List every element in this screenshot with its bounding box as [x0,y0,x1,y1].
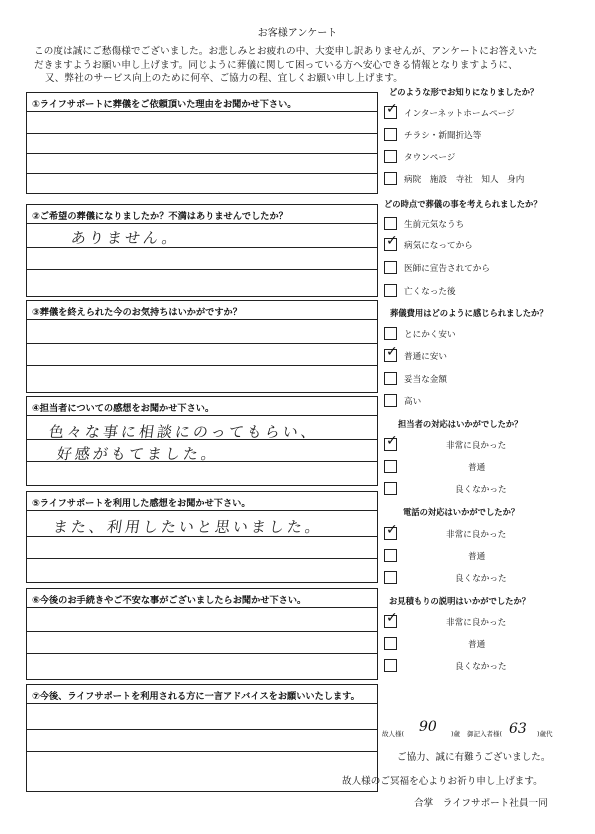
question-5-box [26,491,378,583]
r5-checkbox-3[interactable] [384,571,397,584]
r1-heading: どのような形でお知りになりましたか？ [389,87,539,97]
r2-option-1: 生前元気なうち [404,220,465,230]
r3-checkbox-3[interactable] [384,372,397,385]
question-4-box [26,396,378,486]
intro-line-2: だきますようお願い申し上げます。同じように葬儀に関して困っている方へ安心できる情報となりますように、 [34,60,518,71]
question-2-box [26,204,378,297]
r3-option-2: 普通に安い [404,352,447,362]
r6-checkbox-1[interactable] [384,610,398,628]
answer-line [27,269,377,270]
answer-line [27,133,377,134]
r1-option-1: インターネットホームページ [404,109,515,119]
check-mark-icon: ✓ [386,433,398,449]
r6-checkbox-3[interactable] [384,659,397,672]
question-2-label: ②ご希望の葬儀になりましたか？不満はありませんでしたか？ [27,205,377,224]
r6-option-1: 非常に良かった [446,618,507,628]
r3-option-1: とにかく安い [404,330,456,340]
question-4-answer-line-1: 色々な事に相談にのってもらい、 [47,423,321,441]
r2-checkbox-4[interactable] [384,284,397,297]
r4-checkbox-3[interactable] [384,482,397,495]
question-3-label: ③葬儀を終えられた今のお気持ちはいかがですか？ [27,301,377,320]
r4-heading: 担当者の対応はいかがでしたか？ [398,419,523,429]
deceased-age-value: 90 [419,719,437,735]
r3-heading: 葬儀費用はどのように感じられましたか？ [390,308,548,318]
thanks-text: ご協力、誠に有難うございました。 [397,752,551,763]
intro-line-1: この度は誠にご愁傷様でございました。お悲しみとお疲れの中、大変申し訳ありませんが、アンケートにお答えいた [34,46,538,57]
deceased-age-unit: )歳 [451,730,461,738]
r1-option-2: チラシ・新聞折込等 [404,131,482,141]
question-5-label: ⑤ライフサポートを利用した感想をお聞かせ下さい。 [27,492,377,511]
r3-option-3: 妥当な金額 [404,375,447,385]
r2-heading: どの時点で葬儀の事を考えられましたか？ [384,199,542,209]
check-mark-icon: ✓ [386,522,398,538]
r2-checkbox-2[interactable] [384,233,398,251]
question-1-label: ①ライフサポートに葬儀をご依頼頂いた理由をお聞かせ下さい。 [27,93,377,112]
answer-line [27,631,377,632]
check-mark-icon: ✓ [386,233,398,249]
writer-age-value: 63 [509,721,527,737]
r6-heading: お見積もりの説明はいかがでしたか？ [389,596,531,606]
r4-option-3: 良くなかった [455,485,507,495]
r5-option-1: 非常に良かった [446,530,507,540]
question-4-answer-line-2: 好感がもてました。 [55,445,221,463]
question-4-label: ④担当者についての感想をお聞かせ下さい。 [27,397,377,416]
question-1-box [26,92,378,194]
r3-checkbox-1[interactable] [384,327,397,340]
r1-option-3: タウンページ [404,153,456,163]
question-3-box [26,300,378,393]
r6-option-3: 良くなかった [455,662,507,672]
deceased-age-label: 故人様( [382,730,405,738]
answer-line [27,343,377,344]
r3-checkbox-2[interactable] [384,344,398,362]
r4-option-1: 非常に良かった [446,441,507,451]
r2-option-4: 亡くなった後 [404,287,456,297]
check-mark-icon: ✓ [386,344,398,360]
r4-checkbox-1[interactable] [384,433,398,451]
r5-heading: 電話の対応はいかがでしたか？ [403,507,520,517]
r3-checkbox-4[interactable] [384,394,397,407]
question-7-box [26,684,378,792]
writer-age-unit: )歳代 [537,730,553,738]
r5-option-3: 良くなかった [455,574,507,584]
r1-checkbox-1[interactable] [384,101,398,119]
survey-title: お客様アンケート [257,28,338,39]
answer-line [27,558,377,559]
question-6-box [26,588,378,680]
r1-checkbox-2[interactable] [384,128,397,141]
r5-option-2: 普通 [468,552,486,562]
answer-line [27,751,377,752]
prayer-text: 故人様のご冥福を心よりお祈り申し上げます。 [342,776,543,787]
r6-option-2: 普通 [468,640,486,650]
answer-line [27,173,377,174]
r1-option-4: 病院 施設 寺社 知人 身内 [404,175,525,185]
r5-checkbox-1[interactable] [384,522,398,540]
r1-checkbox-3[interactable] [384,150,397,163]
r5-checkbox-2[interactable] [384,549,397,562]
r2-option-3: 医師に宣告されてから [404,264,490,274]
r3-option-4: 高い [404,397,422,407]
r6-checkbox-2[interactable] [384,637,397,650]
r4-checkbox-2[interactable] [384,460,397,473]
signature-text: 合掌 ライフサポート社員一同 [414,798,548,809]
writer-age-label: 御記入者様( [467,730,503,738]
check-mark-icon: ✓ [386,610,398,626]
r2-option-2: 病気になってから [404,241,473,251]
r2-checkbox-3[interactable] [384,261,397,274]
answer-line [27,729,377,730]
question-7-label: ⑦今後、ライフサポートを利用される方に一言アドバイスをお願いいたします。 [27,685,377,704]
intro-line-3: 又、弊社のサービス向上のために何卒、ご協力の程、宜しくお願い申し上げます。 [45,73,403,84]
r4-option-2: 普通 [468,463,486,473]
r1-checkbox-4[interactable] [384,172,397,185]
question-6-label: ⑥今後のお手続きやご不安な事がございましたらお聞かせ下さい。 [27,589,377,608]
check-mark-icon: ✓ [386,101,398,117]
answer-line [27,653,377,654]
r2-checkbox-1[interactable] [384,217,397,230]
question-2-answer: ありません。 [69,229,182,247]
answer-line [27,153,377,154]
answer-line [27,365,377,366]
question-5-answer: また、利用したいと思いました。 [51,518,325,536]
